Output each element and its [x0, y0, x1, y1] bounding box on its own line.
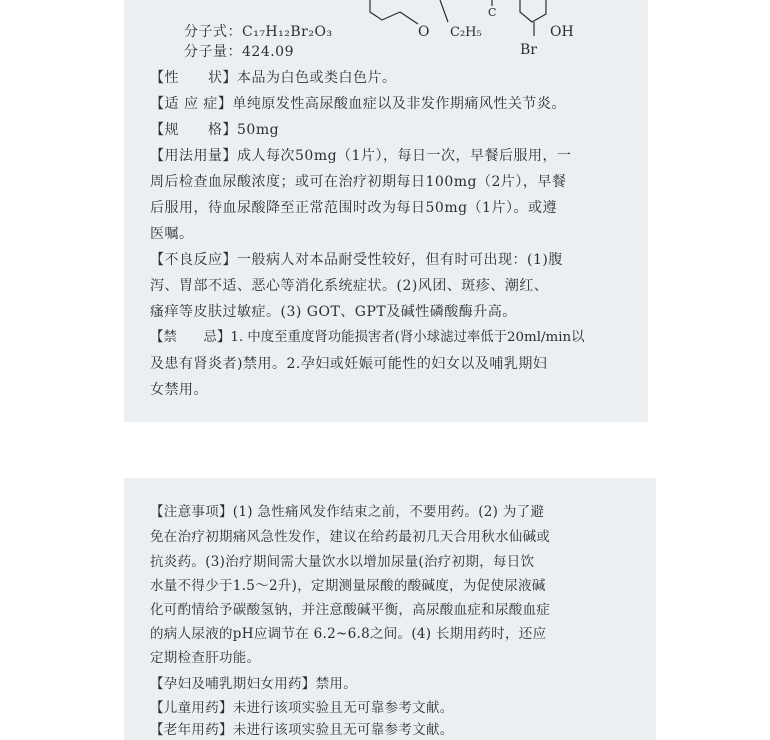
chemical-structure — [360, 0, 600, 60]
ring-oxygen-bond — [400, 12, 418, 24]
dosage-line: 后服用，待血尿酸降至正常范围时改为每日50mg（1片）。或遵 — [150, 200, 557, 216]
carbon-atom-label: C — [488, 6, 497, 19]
hydroxyl-group-label: OH — [550, 24, 574, 40]
contraindication-line: 女禁用。 — [150, 382, 208, 398]
contraindication-line: 及患有肾炎者)禁用。2.孕妇或妊娠可能性的妇女以及哺乳期妇 — [150, 356, 548, 372]
precaution-line: 水量不得少于1.5～2升)，定期测量尿酸的酸碱度，为促使尿液碱 — [150, 578, 546, 594]
adverse-reaction-line: 【不良反应】一般病人对本品耐受性较好，但有时可出现：(1)腹 — [150, 252, 563, 268]
precaution-line: 定期检查肝功能。 — [150, 650, 261, 666]
ethyl-group-label: C₂H₅ — [450, 25, 482, 40]
precaution-line: 抗炎药。(3)治疗期间需大量饮水以增加尿量(治疗初期，每日饮 — [150, 554, 535, 570]
indication-line: 【适 应 症】单纯原发性高尿酸血症以及非发作期痛风性关节炎。 — [150, 96, 566, 112]
geriatric-use-line: 【老年用药】未进行该项实验且无可靠参考文献。 — [150, 722, 454, 738]
precaution-line: 免在治疗初期痛风急性发作，建议在给药最初几天合用秋水仙碱或 — [150, 529, 551, 545]
phenol-ring-bond — [520, 0, 546, 22]
dosage-line: 【用法用量】成人每次50mg（1片），每日一次，早餐后服用，一 — [150, 148, 572, 164]
bromine-atom-label: Br — [520, 42, 537, 58]
oxygen-atom-label: O — [418, 24, 430, 40]
property-line: 【性 状】本品为白色或类白色片。 — [150, 70, 397, 86]
adverse-reaction-line: 泻、胃部不适、恶心等消化系统症状。(2)风团、斑疹、潮红、 — [150, 278, 549, 294]
molecular-formula: 分子式：C₁₇H₁₂Br₂O₃ — [184, 24, 333, 40]
dosage-line: 周后检查血尿酸浓度；或可在治疗初期每日100mg（2片），早餐 — [150, 174, 567, 190]
molecular-weight: 分子量：424.09 — [184, 44, 294, 60]
ethyl-bond — [440, 0, 448, 22]
contraindication-line: 【禁 忌】1. 中度至重度肾功能损害者(肾小球滤过率低于20ml/min以 — [150, 330, 585, 345]
specification-line: 【规 格】50mg — [150, 122, 280, 138]
precaution-line: 化可酌情给予碳酸氢钠，并注意酸碱平衡，高尿酸血症和尿酸血症 — [150, 602, 551, 618]
precaution-line: 的病人尿液的pH应调节在 6.2~6.8之间。(4) 长期用药时，还应 — [150, 626, 547, 642]
dosage-line: 医嘱。 — [150, 226, 194, 242]
pregnancy-use-line: 【孕妇及哺乳期妇女用药】禁用。 — [150, 676, 357, 692]
precaution-line: 【注意事项】(1) 急性痛风发作结束之前，不要用药。(2) 为了避 — [150, 504, 545, 520]
benzofuran-ring-bond — [370, 0, 400, 20]
pediatric-use-line: 【儿童用药】未进行该项实验且无可靠参考文献。 — [150, 700, 454, 716]
adverse-reaction-line: 瘙痒等皮肤过敏症。(3) GOT、GPT及碱性磷酸酶升高。 — [150, 304, 517, 320]
